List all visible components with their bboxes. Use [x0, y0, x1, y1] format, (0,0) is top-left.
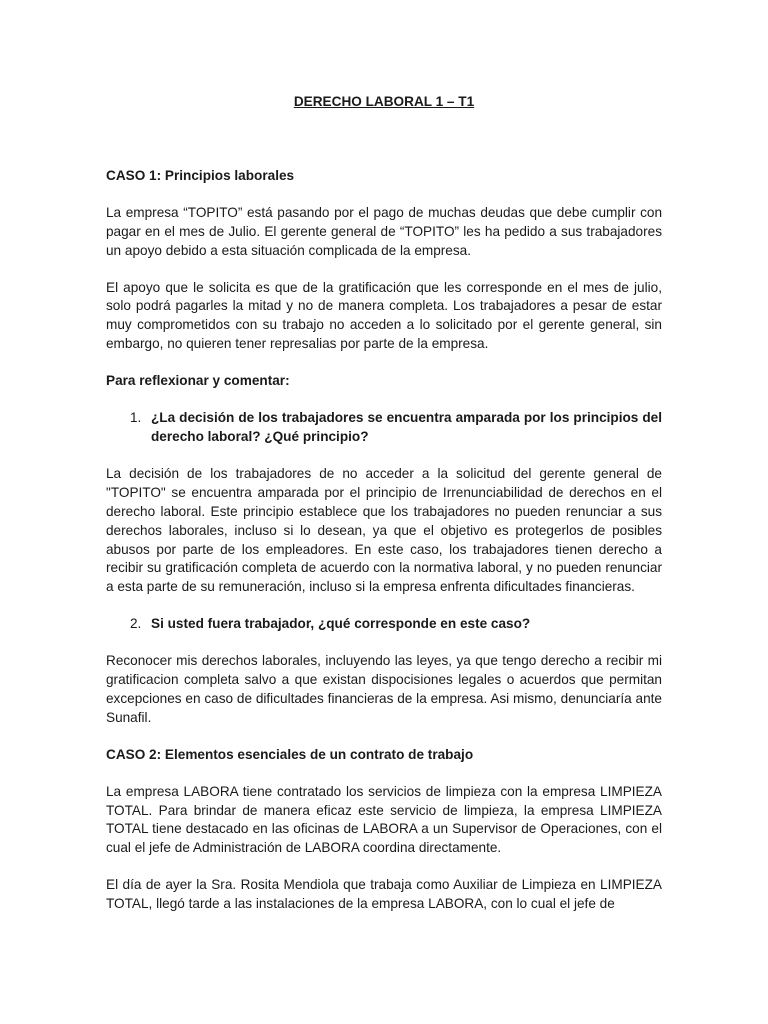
case1-paragraph-1: La empresa “TOPITO” está pasando por el pago de muchas deudas que debe cumplir con pagar en el mes de Julio. El gerente general de “TOPITO” les ha pedido a sus trabajadores un apoyo debido a esta situación complicada de la empresa. — [106, 204, 662, 258]
document-content — [106, 93, 662, 914]
answer-1: La decisión de los trabajadores de no acceder a la solicitud del gerente general de "TOPITO" se encuentra amparada por el principio de Irrenunciabilidad de derechos en el derecho laboral. Este principio establece que los trabajadores no pueden renunciar a sus derechos laborales, incluso si lo desean, ya que el objetivo es protegerlos de posibles abusos por parte de los empleadores. En este caso, los trabajadores tienen derecho a recibir su gratificación completa de acuerdo con la normativa laboral, y no pueden renunciar a esta parte de su remuneración, incluso si la empresa enfrenta dificultades financieras. — [106, 465, 662, 595]
case2-paragraph-1: La empresa LABORA tiene contratado los servicios de limpieza con la empresa LIMPIEZA TOTAL. Para brindar de manera eficaz este servicio de limpieza, la empresa LIMPIEZA TOTAL tiene destacado en las oficinas de LABORA a un Supervisor de Operaciones, con el cual el jefe de Administración de LABORA coordina directamente. — [106, 783, 662, 856]
case1-paragraph-2: El apoyo que le solicita es que de la gratificación que les corresponde en el mes de julio, solo podrá pagarles la mitad y no de manera completa. Los trabajadores a pesar de estar muy comprometidos con su trabajo no acceden a lo solicitado por el gerente general, sin embargo, no quieren tener represalias por parte de la empresa. — [106, 279, 662, 352]
question-1-number: 1. — [130, 410, 142, 426]
case2-heading: CASO 2: Elementos esenciales de un contrato de trabajo — [106, 746, 474, 762]
answer-2: Reconocer mis derechos laborales, incluyendo las leyes, ya que tengo derecho a recibir mi gratificacion completa salvo a que existan dispocisiones legales o acuerdos que permitan excepciones en caso de dificultades financieras de la empresa. Asi mismo, denunciaría ante Sunafil. — [106, 653, 662, 725]
question-2-text: Si usted fuera trabajador, ¿qué corresponde en este caso? — [151, 616, 531, 632]
question-2 — [106, 615, 662, 634]
question-2-number: 2. — [130, 616, 142, 632]
question-1-text: ¿La decisión de los trabajadores se encuentra amparada por los principios del derecho laboral? ¿Qué principio? — [151, 410, 662, 444]
question-1 — [106, 409, 662, 447]
case2-paragraph-2: El día de ayer la Sra. Rosita Mendiola que trabaja como Auxiliar de Limpieza en LIMPIEZA TOTAL, llegó tarde a las instalaciones de la empresa LABORA, con lo cual el jefe de — [106, 877, 662, 912]
reflect-heading: Para reflexionar y comentar: — [106, 373, 290, 389]
document-title: DERECHO LABORAL 1 – T1 — [293, 94, 475, 109]
case1-heading: CASO 1: Principios laborales — [106, 167, 295, 183]
